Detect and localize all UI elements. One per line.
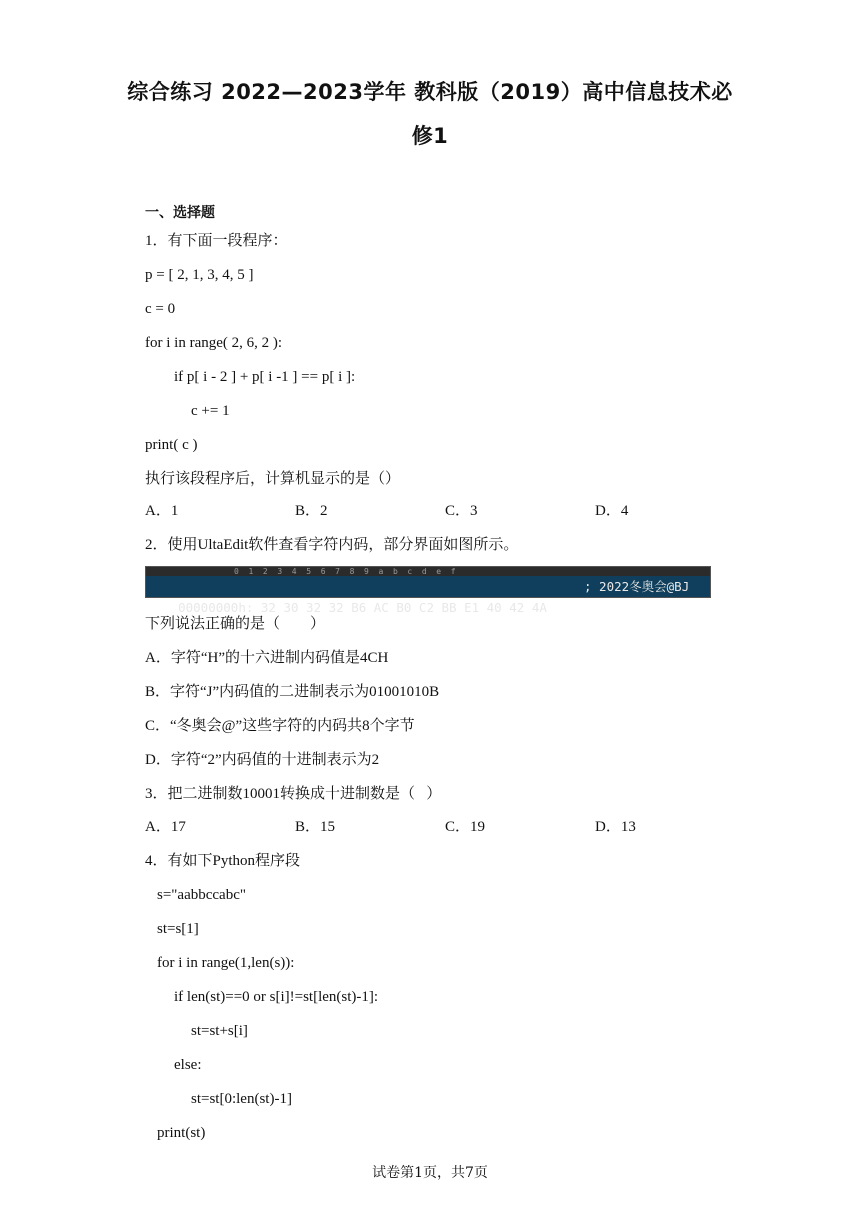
q3-option-c: C．19 — [445, 819, 486, 835]
q3-option-d: D．13 — [595, 819, 636, 835]
q4-stem: 4．有如下Python程序段 — [145, 853, 301, 869]
q2-option-d: D．字符“2”内码值的十进制表示为2 — [145, 752, 380, 768]
hex-column-ruler: 0 1 2 3 4 5 6 7 8 9 a b c d e f — [146, 567, 710, 576]
q2-stem: 2．使用UltaEdit软件查看字符内码，部分界面如图所示。 — [145, 537, 519, 553]
document-title-line1: 综合练习 2022—2023学年 教科版（2019）高中信息技术必 — [127, 80, 733, 104]
q4-code-line: st=st[0:len(st)-1] — [191, 1091, 292, 1107]
q3-option-b: B．15 — [295, 819, 336, 835]
q1-option-c: C．3 — [445, 503, 478, 519]
hex-editor-screenshot — [145, 566, 711, 615]
q1-code-line: for i in range( 2, 6, 2 ): — [145, 335, 283, 351]
q4-code-line: for i in range(1,len(s)): — [157, 955, 295, 971]
section-heading: 一、选择题 — [145, 205, 215, 221]
q2-option-b: B．字符“J”内码值的二进制表示为01001010B — [145, 684, 440, 700]
q1-question: 执行该段程序后，计算机显示的是（） — [145, 471, 401, 487]
q4-code-line: if len(st)==0 or s[i]!=st[len(st)-1]: — [174, 989, 379, 1005]
q3-option-a: A．17 — [145, 819, 186, 835]
q2-option-c: C．“冬奥会@”这些字符的内码共8个字节 — [145, 718, 415, 734]
document-title-line2: 修1 — [411, 124, 449, 148]
hex-chars: ; 2022冬奥会@BJ — [584, 579, 690, 594]
q4-code-line: st=s[1] — [157, 921, 199, 937]
q1-code-line: print( c ) — [145, 437, 198, 453]
page-footer: 试卷第1页，共7页 — [372, 1165, 488, 1181]
hex-bytes: 00000000h: 32 30 32 32 B6 AC B0 C2 BB E1 40 42 4A — [178, 600, 547, 615]
q1-code-line: if p[ i - 2 ] + p[ i -1 ] == p[ i ]: — [174, 369, 356, 385]
q2-option-a: A．字符“H”的十六进制内码值是4CH — [145, 650, 389, 666]
q1-code-line: c += 1 — [191, 403, 230, 419]
q4-code-line: st=st+s[i] — [191, 1023, 248, 1039]
q1-option-d: D．4 — [595, 503, 629, 519]
hex-data-row — [146, 576, 710, 615]
q4-code-line: else: — [174, 1057, 202, 1073]
q4-code-line: s="aabbccabc" — [157, 887, 246, 903]
q3-stem: 3．把二进制数10001转换成十进制数是（ ） — [145, 786, 442, 802]
q1-code-line: p = [ 2, 1, 3, 4, 5 ] — [145, 267, 254, 283]
q2-question: 下列说法正确的是（ ） — [145, 616, 326, 632]
q1-option-b: B．2 — [295, 503, 328, 519]
q1-option-a: A．1 — [145, 503, 179, 519]
q1-code-line: c = 0 — [145, 301, 176, 317]
q1-stem: 1．有下面一段程序： — [145, 233, 288, 249]
q4-code-line: print(st) — [157, 1125, 206, 1141]
